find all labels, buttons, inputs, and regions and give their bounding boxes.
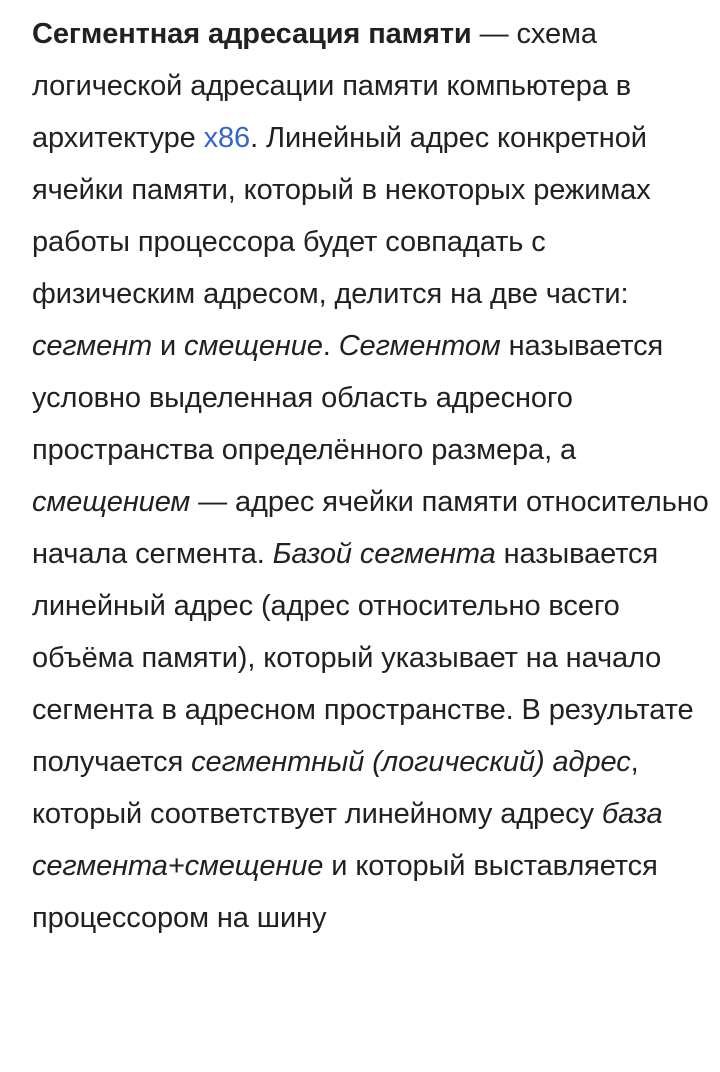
text-run: , который соответствует линейному адресу: [32, 746, 639, 830]
text-run: .: [322, 330, 339, 362]
term-segment: сегмент: [32, 330, 153, 362]
text-run: — адрес ячейки памяти относительно начала сегмента.: [32, 486, 709, 570]
term-segmentom: Сегментом: [338, 330, 501, 362]
text-run: и: [152, 330, 185, 362]
text-run: и который выставляется процессором на шину: [32, 850, 658, 934]
text-run: — схема логической адресации памяти компьютера в архитектуре: [32, 18, 632, 154]
article-paragraph: [32, 0, 712, 944]
term-offset: смещение: [184, 330, 323, 362]
term-segment-base: Базой сегмента: [272, 538, 496, 570]
term-base-plus-offset: база сегмента+смещение: [32, 798, 663, 882]
text-run: называется условно выделенная область адресного пространства определённого размера, а: [32, 330, 664, 466]
term-smescheniem: смещением: [32, 486, 191, 518]
text-run: . Линейный адрес конкретной ячейки памяти, который в некоторых режимах работы процессора будет совпадать с физическим адресом, делится на две части:: [32, 122, 651, 310]
article-body: [32, 0, 712, 1072]
x86-link[interactable]: x86: [203, 122, 251, 154]
term-title: Сегментная адресация памяти: [32, 18, 472, 50]
term-logical-address: сегментный (логический) адрес: [191, 746, 631, 778]
text-run: называется линейный адрес (адрес относительно всего объёма памяти), который указывает на начало сегмента в адресном пространстве. В результате получается: [32, 538, 694, 778]
